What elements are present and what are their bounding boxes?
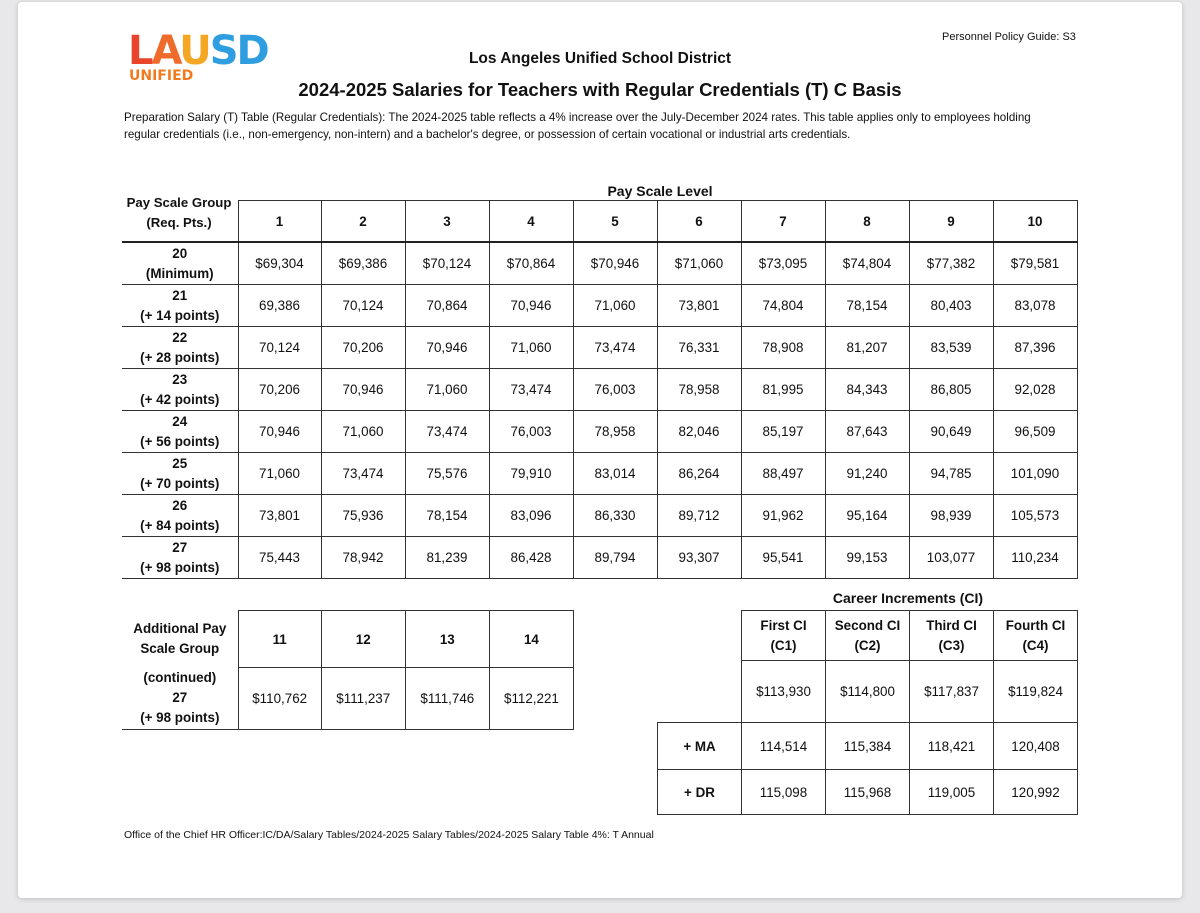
salary-cell: 78,154 (405, 495, 489, 537)
table-row (122, 242, 1077, 285)
ci-ma-cell: 118,421 (910, 723, 994, 770)
table-row (122, 285, 1077, 327)
salary-cell: 78,154 (825, 285, 909, 327)
ci-base-cell: $114,800 (826, 661, 910, 723)
group-points: (+ 42 points) (140, 391, 220, 407)
salary-cell: 96,509 (993, 411, 1077, 453)
salary-cell: $77,382 (909, 242, 993, 285)
salary-cell: 78,958 (657, 369, 741, 411)
header-corner (122, 201, 238, 243)
salary-cell: 70,864 (405, 285, 489, 327)
group-number: 21 (172, 287, 188, 303)
level-header: 5 (573, 201, 657, 243)
salary-cell: 75,576 (405, 453, 489, 495)
salary-cell: 86,264 (657, 453, 741, 495)
lausd-logo-graphic (128, 30, 298, 82)
table-row (122, 369, 1077, 411)
salary-cell: 76,003 (573, 369, 657, 411)
ci-base-cell: $117,837 (910, 661, 994, 723)
salary-cell: 78,942 (321, 537, 405, 579)
group-points: (+ 84 points) (140, 517, 220, 533)
pay-scale-group-label: Pay Scale Group (126, 195, 232, 210)
level-header: 6 (657, 201, 741, 243)
salary-cell: 75,443 (238, 537, 321, 579)
level-header: 8 (825, 201, 909, 243)
salary-cell: 87,643 (825, 411, 909, 453)
ci-header-c1: First CI (C1) (742, 611, 826, 661)
additional-pay-label-line1: Additional Pay (133, 620, 227, 636)
salary-cell: $111,746 (405, 668, 489, 730)
salary-cell: 73,474 (405, 411, 489, 453)
salary-cell: 70,946 (489, 285, 573, 327)
salary-cell: 92,028 (993, 369, 1077, 411)
level-header: 10 (993, 201, 1077, 243)
salary-cell: $70,864 (489, 242, 573, 285)
description-text: Preparation Salary (T) Table (Regular Credentials): The 2024-2025 table reflects a 4% increase over the July-December 2024 rates. This table applies only to employees holding regular credentials (i.e., non-emergency, non-intern) and a bachelor's degree, or possession of certain vocational or industrial arts credentials. (124, 111, 1031, 141)
salary-cell: 82,046 (657, 411, 741, 453)
salary-cell: 70,946 (405, 327, 489, 369)
level-header: 13 (405, 611, 489, 668)
dr-label: + DR (658, 770, 742, 815)
salary-cell: 70,946 (321, 369, 405, 411)
pay-scale-group-cell (122, 285, 238, 327)
group-number: 20 (172, 245, 188, 261)
additional-pay-label-line3: (continued) (143, 670, 217, 686)
salary-cell: 89,794 (573, 537, 657, 579)
salary-cell: 87,396 (993, 327, 1077, 369)
blank-cell (658, 661, 742, 723)
group-points: (+ 98 points) (140, 559, 220, 575)
salary-cell: 71,060 (321, 411, 405, 453)
salary-cell: 76,003 (489, 411, 573, 453)
salary-cell: 73,474 (321, 453, 405, 495)
level-header: 7 (741, 201, 825, 243)
salary-cell: 73,474 (573, 327, 657, 369)
pay-scale-group-cell (122, 242, 238, 285)
salary-cell: 70,124 (321, 285, 405, 327)
salary-cell: 79,910 (489, 453, 573, 495)
salary-cell: 91,962 (741, 495, 825, 537)
salary-cell: $111,237 (321, 668, 405, 730)
salary-cell: 81,239 (405, 537, 489, 579)
salary-cell: 74,804 (741, 285, 825, 327)
lausd-logo (128, 30, 298, 82)
ci-header-c3: Third CI (C3) (910, 611, 994, 661)
ci-ma-cell: 115,384 (826, 723, 910, 770)
salary-cell: 86,428 (489, 537, 573, 579)
salary-cell: 71,060 (238, 453, 321, 495)
group-number: 23 (172, 371, 188, 387)
salary-cell: $74,804 (825, 242, 909, 285)
group-number: 26 (172, 497, 188, 513)
salary-cell: 101,090 (993, 453, 1077, 495)
salary-cell: 73,474 (489, 369, 573, 411)
group-number: 27 (172, 539, 188, 555)
additional-pay-label (122, 611, 238, 668)
level-header: 9 (909, 201, 993, 243)
level-header: 1 (238, 201, 321, 243)
salary-cell: 70,206 (238, 369, 321, 411)
district-name: Los Angeles Unified School District (468, 50, 732, 67)
salary-table (122, 200, 1078, 579)
career-increments-title: Career Increments (CI) (832, 590, 984, 606)
ci-ma-cell: 120,408 (994, 723, 1078, 770)
level-header: 4 (489, 201, 573, 243)
group-number: 25 (172, 455, 188, 471)
salary-cell: 83,014 (573, 453, 657, 495)
pay-scale-group-cell (122, 411, 238, 453)
salary-cell: $69,304 (238, 242, 321, 285)
level-header: 2 (321, 201, 405, 243)
salary-cell: 95,541 (741, 537, 825, 579)
salary-cell: 78,958 (573, 411, 657, 453)
pay-scale-level-title: Pay Scale Level (607, 183, 713, 199)
table-row (122, 411, 1077, 453)
policy-guide-ref: Personnel Policy Guide: S3 (942, 31, 1076, 43)
salary-cell: $70,946 (573, 242, 657, 285)
pay-scale-group-cell (122, 327, 238, 369)
ci-dr-cell: 115,098 (742, 770, 826, 815)
salary-cell: 89,712 (657, 495, 741, 537)
salary-cell: $79,581 (993, 242, 1077, 285)
document-title: 2024-2025 Salaries for Teachers with Regular Credentials (T) C Basis (298, 79, 902, 100)
ci-dr-cell: 115,968 (826, 770, 910, 815)
blank-cell (658, 611, 742, 661)
salary-cell: 94,785 (909, 453, 993, 495)
salary-cell: 83,539 (909, 327, 993, 369)
career-increments-table (657, 610, 1078, 815)
salary-cell: 85,197 (741, 411, 825, 453)
salary-cell: 70,206 (321, 327, 405, 369)
salary-cell: 73,801 (657, 285, 741, 327)
salary-cell: 69,386 (238, 285, 321, 327)
salary-cell: 70,946 (238, 411, 321, 453)
ci-ma-cell: 114,514 (742, 723, 826, 770)
group-points: (+ 14 points) (140, 307, 220, 323)
ma-label: + MA (658, 723, 742, 770)
table-row (122, 327, 1077, 369)
salary-cell: 71,060 (405, 369, 489, 411)
group-points: (+ 70 points) (140, 475, 220, 491)
pay-scale-group-cell (122, 495, 238, 537)
salary-cell: 103,077 (909, 537, 993, 579)
ci-dr-cell: 119,005 (910, 770, 994, 815)
salary-cell: 71,060 (573, 285, 657, 327)
salary-cell: 83,078 (993, 285, 1077, 327)
salary-cell: 99,153 (825, 537, 909, 579)
salary-cell: 93,307 (657, 537, 741, 579)
salary-cell: 81,995 (741, 369, 825, 411)
salary-cell: 84,343 (825, 369, 909, 411)
salary-cell: 73,801 (238, 495, 321, 537)
ci-header-c2: Second CI (C2) (826, 611, 910, 661)
pay-scale-group-cell (122, 453, 238, 495)
salary-cell: 105,573 (993, 495, 1077, 537)
salary-cell: 86,805 (909, 369, 993, 411)
salary-cell: 71,060 (489, 327, 573, 369)
ci-base-cell: $113,930 (742, 661, 826, 723)
ci-dr-cell: 120,992 (994, 770, 1078, 815)
salary-cell: $69,386 (321, 242, 405, 285)
group-points: (+ 56 points) (140, 433, 220, 449)
footer-path: Office of the Chief HR Officer:IC/DA/Salary Tables/2024-2025 Salary Tables/2024-2025 Salary Table 4%: T Annual (124, 829, 654, 841)
salary-cell: 75,936 (321, 495, 405, 537)
group-number: 22 (172, 329, 188, 345)
group-points: (+ 28 points) (140, 349, 220, 365)
group-points: (Minimum) (145, 265, 214, 281)
pay-scale-group-cell (122, 369, 238, 411)
salary-cell: 76,331 (657, 327, 741, 369)
salary-cell: 81,207 (825, 327, 909, 369)
salary-cell: $73,095 (741, 242, 825, 285)
salary-cell: $70,124 (405, 242, 489, 285)
group-points: (+ 98 points) (140, 710, 220, 726)
group-number: 27 (172, 690, 188, 706)
svg-text:UNIFIED: UNIFIED (129, 68, 194, 82)
level-header: 3 (405, 201, 489, 243)
salary-cell: $112,221 (489, 668, 573, 730)
salary-cell: 86,330 (573, 495, 657, 537)
salary-cell: 95,164 (825, 495, 909, 537)
group-number: 24 (172, 413, 188, 429)
salary-cell: 83,096 (489, 495, 573, 537)
table-row (122, 453, 1077, 495)
salary-cell: 91,240 (825, 453, 909, 495)
salary-cell: 88,497 (741, 453, 825, 495)
salary-cell: $110,762 (238, 668, 321, 730)
salary-cell: 110,234 (993, 537, 1077, 579)
salary-cell: $71,060 (657, 242, 741, 285)
req-pts-label: (Req. Pts.) (146, 215, 212, 230)
level-header: 11 (238, 611, 321, 668)
salary-cell: 80,403 (909, 285, 993, 327)
level-header: 12 (321, 611, 405, 668)
salary-cell: 90,649 (909, 411, 993, 453)
additional-group-label (122, 668, 238, 730)
table-row (122, 537, 1077, 579)
pay-scale-group-cell (122, 537, 238, 579)
salary-cell: 98,939 (909, 495, 993, 537)
salary-cell: 70,124 (238, 327, 321, 369)
additional-pay-table (122, 610, 574, 730)
svg-text:LAUSD: LAUSD (128, 30, 268, 74)
ci-header-c4: Fourth CI (C4) (994, 611, 1078, 661)
level-header: 14 (489, 611, 573, 668)
salary-cell: 78,908 (741, 327, 825, 369)
ci-base-cell: $119,824 (994, 661, 1078, 723)
additional-pay-label-line2: Scale Group (140, 640, 220, 656)
table-row (122, 495, 1077, 537)
